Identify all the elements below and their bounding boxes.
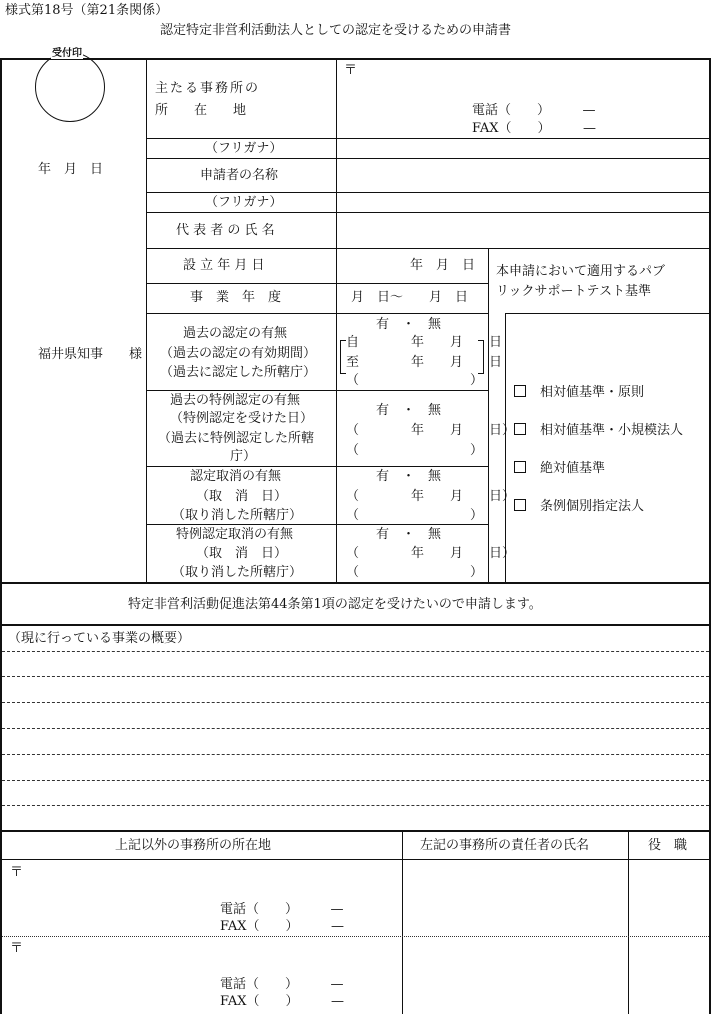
rep-furigana-label: （フリガナ） — [205, 195, 283, 210]
past-cert-office-open: （ — [346, 373, 360, 388]
pst-option-absolute[interactable]: 絶対値基準 — [514, 461, 605, 475]
other-office-address-header: 上記以外の事務所の所在地 — [115, 838, 272, 853]
past-cert-yes-no: 有 ・ 無 — [376, 317, 442, 332]
past-special-office-close: ） — [470, 443, 484, 458]
office-label-2: 所 在 地 — [155, 103, 247, 118]
position-header: 役 職 — [648, 838, 688, 853]
period-bracket-right — [478, 340, 484, 374]
revoke-office-close: ） — [470, 508, 484, 523]
rep-name-label: 代 表 者 の 氏 名 — [176, 223, 275, 238]
summary-line[interactable] — [2, 651, 709, 652]
past-special-label-2: （特例認定を受けた日） — [170, 411, 314, 426]
revoke-label-1: 認定取消の有無 — [190, 469, 282, 484]
other-office-tel-1: 電話（ ） — — [220, 902, 344, 917]
application-date: 年 月 日 — [38, 162, 104, 177]
special-revoke-label-1: 特例認定取消の有無 — [176, 527, 294, 542]
summary-line[interactable] — [2, 805, 709, 806]
summary-line[interactable] — [2, 728, 709, 729]
checkbox-icon[interactable] — [514, 423, 526, 435]
other-office-fax-2: FAX（ ） — — [220, 994, 345, 1009]
summary-line[interactable] — [2, 676, 709, 677]
special-revoke-office-open: （ — [346, 565, 360, 580]
summary-line[interactable] — [2, 754, 709, 755]
special-revoke-label-3: （取り消した所轄庁） — [172, 565, 303, 580]
business-summary-label: （現に行っている事業の概要） — [8, 631, 191, 646]
pst-option-ordinance[interactable]: 条例個別指定法人 — [514, 499, 644, 513]
past-cert-label-2: （過去の認定の有効期間） — [160, 346, 317, 361]
revoke-office-open: （ — [346, 508, 360, 523]
revoke-yes-no: 有 ・ 無 — [376, 469, 442, 484]
office-tel: 電話（ ） — — [472, 103, 596, 118]
applicant-name-label: 申請者の名称 — [200, 168, 279, 183]
past-special-yes-no: 有 ・ 無 — [376, 403, 442, 418]
special-revoke-yes-no: 有 ・ 無 — [376, 527, 442, 542]
past-cert-to: 至 年 月 日 — [346, 355, 503, 370]
summary-line[interactable] — [2, 702, 709, 703]
pst-heading-2: リックサポートテスト基準 — [496, 284, 651, 299]
other-office-postal-2: 〒 — [10, 941, 24, 956]
fiscal-year-label: 事 業 年 度 — [190, 290, 282, 305]
past-cert-label-3: （過去に認定した所轄庁） — [160, 365, 317, 380]
application-statement: 特定非営利活動促進法第44条第1項の認定を受けたいので申請します。 — [128, 597, 542, 612]
other-office-tel-2: 電話（ ） — — [220, 977, 344, 992]
special-revoke-office-close: ） — [470, 565, 484, 580]
checkbox-icon[interactable] — [514, 461, 526, 473]
past-cert-office-close: ） — [470, 373, 484, 388]
office-postal-mark: 〒 — [344, 63, 358, 78]
past-special-label-3: （過去に特例認定した所轄 — [158, 431, 315, 446]
office-label-1: 主たる事務所の — [155, 81, 261, 96]
special-revoke-label-2: （取 消 日） — [196, 546, 288, 561]
past-cert-label-1: 過去の認定の有無 — [183, 326, 288, 341]
fiscal-year-value: 月 日～ 月 日 — [351, 290, 469, 305]
form-title: 認定特定非営利活動法人としての認定を受けるための申請書 — [160, 23, 512, 38]
established-label: 設 立 年 月 日 — [183, 258, 265, 273]
established-value: 年 月 日 — [410, 258, 476, 273]
reception-stamp-label: 受付印 — [51, 44, 83, 59]
form-number: 様式第18号（第21条関係） — [5, 3, 169, 18]
other-office-fax-1: FAX（ ） — — [220, 919, 345, 934]
applicant-furigana-label: （フリガナ） — [205, 141, 283, 156]
addressee: 福井県知事 様 — [38, 347, 143, 362]
office-fax: FAX（ ） — — [472, 121, 597, 136]
past-special-label-4: 庁） — [230, 449, 257, 464]
checkbox-icon[interactable] — [514, 499, 526, 511]
revoke-label-2: （取 消 日） — [196, 489, 288, 504]
past-special-date: （ 年 月 日） — [346, 423, 516, 438]
other-office-postal-1: 〒 — [10, 865, 24, 880]
checkbox-icon[interactable] — [514, 385, 526, 397]
revoke-label-3: （取り消した所轄庁） — [172, 508, 303, 523]
pst-heading-1: 本申請において適用するパブ — [496, 264, 666, 279]
special-revoke-date: （ 年 月 日） — [346, 546, 516, 561]
reception-stamp-circle — [35, 52, 105, 122]
summary-line[interactable] — [2, 780, 709, 781]
past-special-office-open: （ — [346, 443, 360, 458]
entry-divider — [2, 936, 709, 937]
pst-option-relative-principle[interactable]: 相対値基準・原則 — [514, 385, 644, 399]
past-special-label-1: 過去の特例認定の有無 — [170, 393, 301, 408]
pst-option-relative-small[interactable]: 相対値基準・小規模法人 — [514, 423, 683, 437]
revoke-date: （ 年 月 日） — [346, 489, 516, 504]
past-cert-from: 自 年 月 日 — [346, 335, 503, 350]
office-manager-header: 左記の事務所の責任者の氏名 — [420, 838, 590, 853]
period-bracket-left — [340, 340, 346, 374]
